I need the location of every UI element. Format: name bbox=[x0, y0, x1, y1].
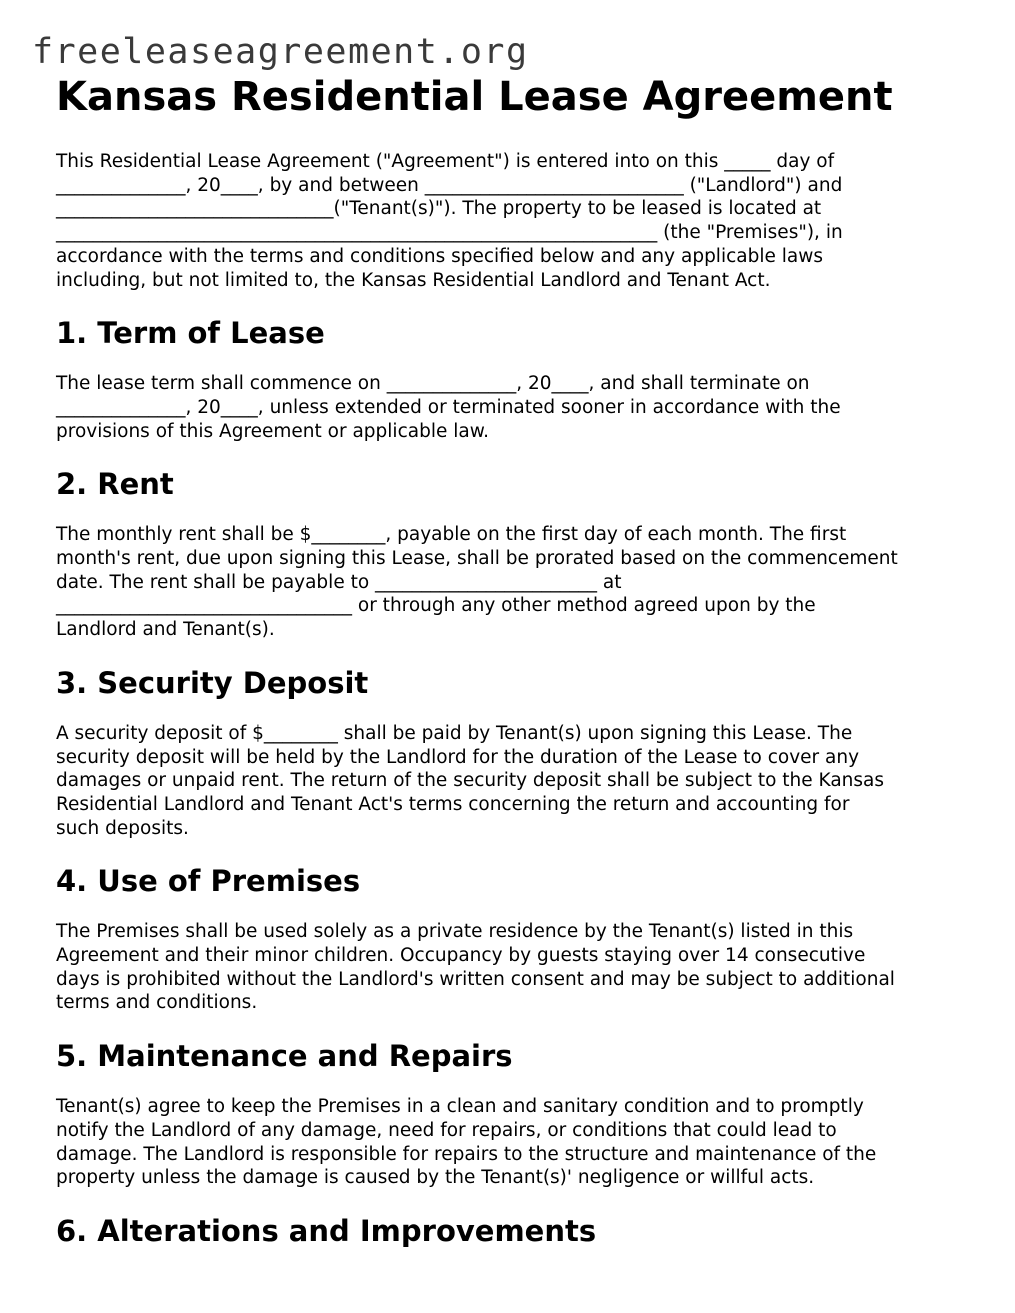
intro-line: ______________, 20____, by and between ____________________________ ("Landlord") and bbox=[56, 174, 843, 196]
paragraph-line: Residential Landlord and Tenant Act's terms concerning the return and accounting for bbox=[56, 793, 850, 815]
paragraph-line: such deposits. bbox=[56, 817, 189, 839]
paragraph-line: property unless the damage is caused by the Tenant(s)' negligence or willful acts. bbox=[56, 1167, 815, 1189]
intro-line: This Residential Lease Agreement ("Agreement") is entered into on this _____ day of bbox=[56, 151, 835, 172]
paragraph-line: The monthly rent shall be $________, payable on the first day of each month. The first bbox=[56, 524, 847, 546]
paragraph-line: ________________________________ or through any other method agreed upon by the bbox=[56, 595, 816, 617]
section-paragraph bbox=[56, 372, 966, 443]
section-maintenance-and-repairs bbox=[56, 1037, 966, 1190]
paragraph-line: days is prohibited without the Landlord's written consent and may be subject to additional bbox=[56, 968, 895, 990]
section-use-of-premises bbox=[56, 862, 966, 1015]
section-heading: 6. Alterations and Improvements bbox=[56, 1213, 597, 1248]
paragraph-line: The Premises shall be used solely as a private residence by the Tenant(s) listed in this bbox=[56, 921, 854, 943]
section-paragraph bbox=[56, 920, 966, 1015]
paragraph-line: Tenant(s) agree to keep the Premises in a clean and sanitary condition and to promptly bbox=[56, 1096, 864, 1118]
intro-paragraph bbox=[56, 150, 966, 292]
paragraph-line: month's rent, due upon signing this Lease, shall be prorated based on the commencement bbox=[56, 548, 898, 570]
paragraph-line: ______________, 20____, unless extended or terminated sooner in accordance with the bbox=[56, 396, 841, 418]
intro-line: including, but not limited to, the Kansas Residential Landlord and Tenant Act. bbox=[56, 269, 771, 291]
paragraph-line: Landlord and Tenant(s). bbox=[56, 619, 275, 641]
section-rent bbox=[56, 465, 966, 642]
section-term-of-lease bbox=[56, 314, 966, 443]
paragraph-line: notify the Landlord of any damage, need for repairs, or conditions that could lead to bbox=[56, 1119, 837, 1141]
paragraph-line: terms and conditions. bbox=[56, 992, 258, 1014]
paragraph-line: damage. The Landlord is responsible for repairs to the structure and maintenance of the bbox=[56, 1143, 877, 1165]
section-heading: 3. Security Deposit bbox=[56, 665, 369, 700]
paragraph-line: A security deposit of $________ shall be paid by Tenant(s) upon signing this Lease. The bbox=[56, 722, 853, 744]
paragraph-line: The lease term shall commence on ______________, 20____, and shall terminate on bbox=[56, 373, 810, 395]
section-heading: 4. Use of Premises bbox=[56, 864, 361, 899]
section-paragraph bbox=[56, 523, 966, 642]
section-heading: 1. Term of Lease bbox=[56, 316, 325, 351]
document-title: Kansas Residential Lease Agreement bbox=[56, 74, 893, 120]
section-paragraph bbox=[56, 722, 966, 841]
section-alterations-and-improvements bbox=[56, 1212, 966, 1250]
intro-line: accordance with the terms and conditions specified below and any applicable laws bbox=[56, 245, 823, 267]
paragraph-line: Agreement and their minor children. Occupancy by guests staying over 14 consecutive bbox=[56, 945, 866, 967]
paragraph-line: provisions of this Agreement or applicable law. bbox=[56, 420, 490, 442]
section-paragraph bbox=[56, 1095, 966, 1190]
paragraph-line: date. The rent shall be payable to ________________________ at bbox=[56, 571, 622, 593]
intro-line: ______________________________("Tenant(s)"). The property to be leased is located at bbox=[56, 198, 822, 220]
watermark-text: freeleaseagreement.org bbox=[32, 32, 529, 72]
section-heading: 5. Maintenance and Repairs bbox=[56, 1039, 513, 1074]
paragraph-line: security deposit will be held by the Landlord for the duration of the Lease to cover any bbox=[56, 746, 860, 768]
paragraph-line: damages or unpaid rent. The return of the security deposit shall be subject to the Kansas bbox=[56, 770, 885, 792]
document-page bbox=[56, 72, 966, 1270]
section-heading: 2. Rent bbox=[56, 467, 174, 502]
section-security-deposit bbox=[56, 664, 966, 841]
intro-line: _________________________________________________________________ (the "Premises"), in bbox=[56, 222, 843, 244]
